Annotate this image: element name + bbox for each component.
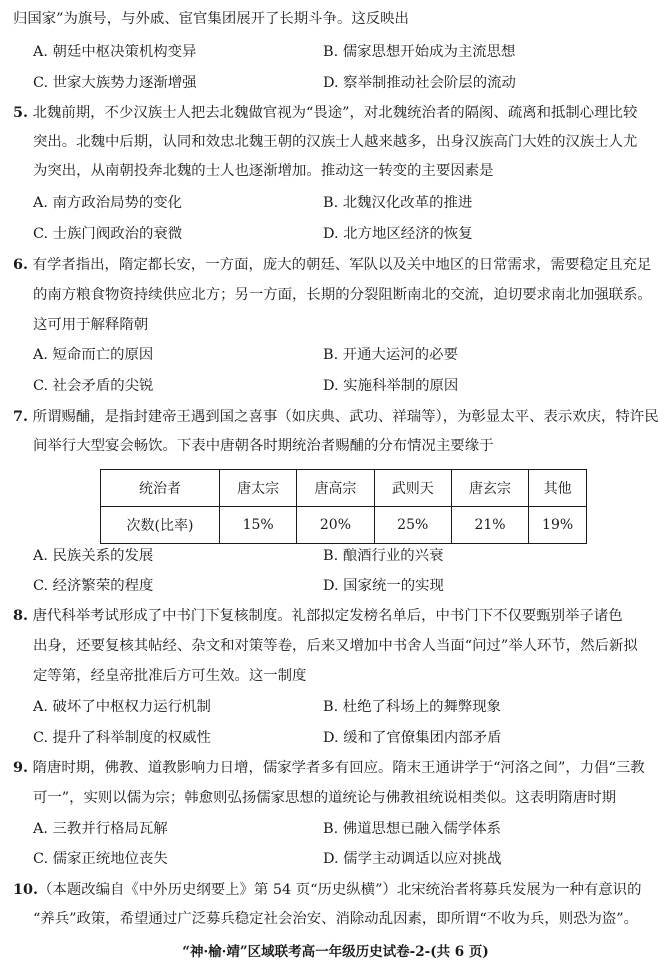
q8-option-c[interactable]: C. 提升了科举制度的权威性 <box>33 730 211 746</box>
q8-option-a[interactable]: A. 破坏了中枢权力运行机制 <box>33 699 211 715</box>
q8-option-b[interactable]: B. 杜绝了科场上的舞弊现象 <box>323 699 502 715</box>
table-cell: 25% <box>374 507 451 544</box>
q6-option-d[interactable]: D. 实施科举制的原因 <box>323 378 459 394</box>
q4-option-c[interactable]: C. 世家大族势力逐渐增强 <box>33 75 197 91</box>
table-cell: 次数(比率) <box>101 507 220 544</box>
q10-stem-line1: 10.（本题改编自《中外历史纲要上》第 54 页“历史纵横”）北宋统治者将募兵发展为一种有意识的 <box>13 881 642 898</box>
q6-stem-line2: 的南方粮食物资持续供应北方；另一方面，长期的分裂阻断南北的交流，迫切要求南北加强联系。 <box>33 287 652 303</box>
q4-option-a[interactable]: A. 朝廷中枢决策机构变异 <box>33 44 197 60</box>
q7-option-d[interactable]: D. 国家统一的实现 <box>323 578 444 594</box>
q5-option-b[interactable]: B. 北魏汉化改革的推进 <box>323 195 473 211</box>
table-header-cell: 唐玄宗 <box>451 470 528 507</box>
q5-stem-line1: 5. 北魏前期，不少汉族士人把去北魏做官视为“畏途”，对北魏统治者的隔阂、疏离和抵制心理比较 <box>13 104 638 121</box>
q5-option-d[interactable]: D. 北方地区经济的恢复 <box>323 226 473 242</box>
q7-stem-line1: 7. 所谓赐酺，是指封建帝王遇到国之喜事（如庆典、武功、祥瑞等），为彰显太平、表示欢庆，特许民 <box>13 408 659 425</box>
q9-stem-line1: 9. 隋唐时期，佛教、道教影响力日增，儒家学者多有回应。隋末王通讲学于“河洛之间”，力倡“三教 <box>13 759 645 776</box>
q9-option-a[interactable]: A. 三教并行格局瓦解 <box>33 821 168 837</box>
q7-ruler-table <box>100 469 587 544</box>
table-header-cell: 唐太宗 <box>220 470 297 507</box>
q8-stem-line1: 8. 唐代科举考试形成了中书门下复核制度。礼部拟定发榜名单后，中书门下不仅要甄别举子诸色 <box>13 607 623 624</box>
q4-stem-tail: 归国家”为旗号，与外戚、宦官集团展开了长期斗争。这反映出 <box>13 11 409 27</box>
q7-option-a[interactable]: A. 民族关系的发展 <box>33 548 154 564</box>
q8-stem-line3: 定等第，经皇帝批准后方可生效。这一制度 <box>33 668 307 684</box>
table-header-row <box>101 470 587 507</box>
table-header-cell: 武则天 <box>374 470 451 507</box>
table-header-cell: 唐高宗 <box>297 470 374 507</box>
table-cell: 20% <box>297 507 374 544</box>
table-header-cell: 其他 <box>529 470 587 507</box>
table-cell: 21% <box>451 507 528 544</box>
table-cell: 15% <box>220 507 297 544</box>
page-footer: “神·榆·靖”区域联考高一年级历史试卷-2-(共 6 页) <box>182 944 489 960</box>
q9-option-c[interactable]: C. 儒家正统地位丧失 <box>33 851 168 867</box>
q6-option-b[interactable]: B. 开通大运河的必要 <box>323 347 458 363</box>
q7-option-c[interactable]: C. 经济繁荣的程度 <box>33 578 154 594</box>
table-row <box>101 507 587 544</box>
q5-stem-line3: 为突出，从南朝投奔北魏的士人也逐渐增加。推动这一转变的主要因素是 <box>33 163 494 179</box>
table-header-cell: 统治者 <box>101 470 220 507</box>
q9-stem-line2: 可一”，实则以儒为宗；韩愈则弘扬儒家思想的道统论与佛教祖统说相类似。这表明隋唐时期 <box>33 790 616 806</box>
q9-option-d[interactable]: D. 儒学主动调适以应对挑战 <box>323 851 502 867</box>
q9-option-b[interactable]: B. 佛道思想已融入儒学体系 <box>323 821 502 837</box>
q5-stem-line2: 突出。北魏中后期，认同和效忠北魏王朝的汉族士人越来越多，出身汉族高门大姓的汉族士人尤 <box>33 134 638 150</box>
q4-option-b[interactable]: B. 儒家思想开始成为主流思想 <box>323 44 516 60</box>
q7-option-b[interactable]: B. 酿酒行业的兴衰 <box>323 548 444 564</box>
q6-option-a[interactable]: A. 短命而亡的原因 <box>33 347 154 363</box>
table-cell: 19% <box>529 507 587 544</box>
q8-stem-line2: 出身，还要复核其帖经、杂文和对策等卷，后来又增加中书舍人当面“问过”举人环节，然后新拟 <box>33 638 638 654</box>
q5-option-a[interactable]: A. 南方政治局势的变化 <box>33 195 183 211</box>
q8-option-d[interactable]: D. 缓和了官僚集团内部矛盾 <box>323 730 502 746</box>
q10-stem-line2: “养兵”政策，希望通过广泛募兵稳定社会治安、消除动乱因素，即所谓“不收为兵，则恐为盗”。 <box>33 911 639 927</box>
q7-stem-line2: 间举行大型宴会畅饮。下表中唐朝各时期统治者赐酺的分布情况主要缘于 <box>33 438 494 454</box>
q6-stem-line1: 6. 有学者指出，隋定都长安，一方面，庞大的朝廷、军队以及关中地区的日常需求，需要稳定且充足 <box>13 256 652 273</box>
q6-option-c[interactable]: C. 社会矛盾的尖锐 <box>33 378 154 394</box>
q4-option-d[interactable]: D. 察举制推动社会阶层的流动 <box>323 75 516 91</box>
q6-stem-line3: 这可用于解释隋朝 <box>33 317 149 333</box>
q5-option-c[interactable]: C. 士族门阀政治的衰微 <box>33 226 183 242</box>
